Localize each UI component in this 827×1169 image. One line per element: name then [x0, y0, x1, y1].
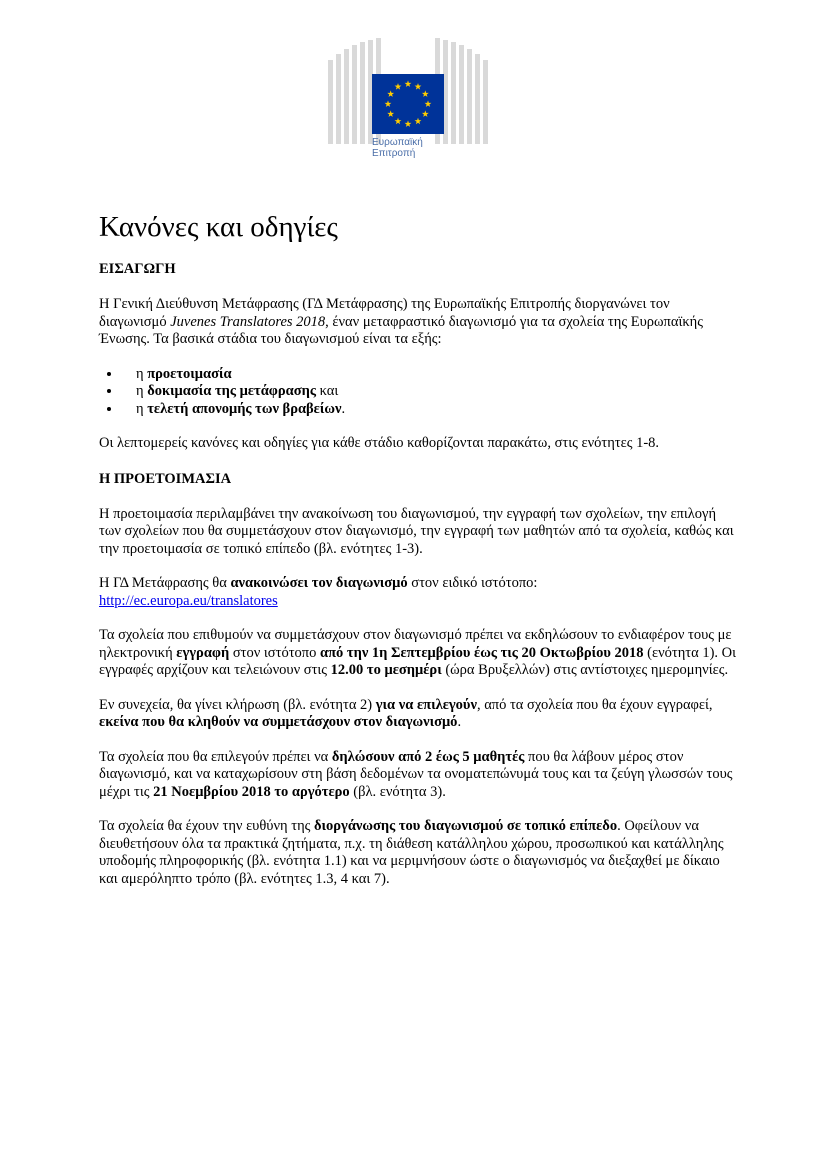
competition-name: Juvenes Translatores 2018 [170, 313, 326, 330]
text: Η Γενική Διεύθυνση Μετάφρασης (ΓΔ Μετάφρασης) της Ευρωπαϊκής Επιτροπής διοργανώνει τον διαγωνισμό [99, 296, 670, 330]
list-item [122, 401, 739, 419]
page-title: Κανόνες και οδηγίες [99, 211, 338, 243]
prep-paragraph-3 [99, 627, 739, 680]
text: Τα σχολεία θα έχουν την ευθύνη της [99, 818, 315, 834]
text: . [457, 714, 462, 730]
text: στον ιστότοπο [229, 644, 320, 661]
prep-paragraph-6 [99, 818, 739, 888]
text: , έναν μεταφραστικό διαγωνισμό για τα σχολεία της Ευρωπαϊκής Ένωσης. Τα βασικά στάδια του διαγωνισμού είναι τα εξής: [99, 313, 703, 347]
text: Τα σχολεία που θα επιλεγούν πρέπει να [99, 748, 332, 765]
text: (ώρα Βρυξελλών) στις αντίστοιχες ημερομηνίες. [441, 662, 729, 678]
text: 12.00 το μεσημέρι [330, 662, 442, 678]
list-item [122, 383, 739, 401]
prep-paragraph-5 [99, 749, 739, 802]
logo-text-line2: Επιτροπή [372, 148, 416, 159]
prep-paragraph-1: Η προετοιμασία περιλαμβάνει την ανακοίνωση του διαγωνισμού, την εγγραφή των σχολείων, την επιλογή των σχολείων που θα συμμετάσχουν στον διαγωνισμό, την εγγραφή των μαθητών από τα σχολεία, καθώς και την προετοιμασία σε τοπικό επίπεδο (βλ. ενότητες 1-3). [99, 505, 734, 557]
text: η [136, 365, 148, 382]
text: που θα λάβουν μέρος στον διαγωνισμό, και να καταχωρίσουν στη βάση δεδομένων τα ονοματεπώνυμά τους και τα ζεύγη γλωσσών τους μέχρι τις [99, 748, 733, 800]
text: στον ειδικό ιστότοπο: [407, 575, 538, 591]
text: για να επιλεγούν [375, 696, 477, 713]
text: (βλ. ενότητα 3). [349, 783, 446, 800]
logo-text [372, 137, 423, 159]
text: Η ΓΔ Μετάφρασης θα [99, 575, 231, 591]
text: (ενότητα 1). Οι εγγραφές αρχίζουν και τελειώνουν στις [99, 644, 737, 678]
text: . [341, 400, 346, 417]
text: 21 Νοεμβρίου 2018 το αργότερο [153, 783, 350, 800]
section-heading-intro: ΕΙΣΑΓΩΓΗ [99, 261, 176, 277]
text: δηλώσουν από 2 έως 5 μαθητές [331, 748, 525, 765]
document-body [99, 210, 739, 905]
text: Εν συνεχεία, θα γίνει κλήρωση (βλ. ενότητα 2) [99, 696, 376, 713]
intro-paragraph-2: Οι λεπτομερείς κανόνες και οδηγίες για κάθε στάδιο καθορίζονται παρακάτω, στις ενότητες 1-8. [99, 435, 660, 451]
intro-paragraph-1 [99, 296, 739, 349]
text: η [136, 383, 148, 399]
text: η [136, 400, 148, 417]
logo-text-line1: Ευρωπαϊκή [372, 137, 423, 148]
text: τελετή απονομής των βραβείων [147, 400, 342, 417]
text: εγγραφή [176, 644, 230, 661]
text: εκείνα που θα κληθούν να συμμετάσχουν στον διαγωνισμό [99, 714, 458, 730]
section-heading-preparation: Η ΠΡΟΕΤΟΙΜΑΣΙΑ [99, 470, 232, 487]
translatores-link[interactable]: http://ec.europa.eu/translatores [99, 592, 278, 609]
prep-paragraph-2 [99, 575, 739, 610]
text: από την 1η Σεπτεμβρίου έως τις 20 Οκτωβρίου 2018 [319, 644, 644, 661]
text: Τα σχολεία που επιθυμούν να συμμετάσχουν στον διαγωνισμό πρέπει να εκδηλώσουν το ενδιαφέρον τους με ηλεκτρονική [99, 627, 732, 661]
stages-list [99, 366, 739, 419]
text: , από τα σχολεία που θα έχουν εγγραφεί, [476, 696, 713, 713]
text: και [315, 383, 339, 399]
text: ανακοινώσει τον διαγωνισμό [230, 575, 408, 591]
text: . Οφείλουν να διευθετήσουν όλα τα πρακτικά ζητήματα, π.χ. τη διάθεση κατάλληλου χώρου, προσωπικού και κατάλληλης υποδομής πληροφορικής (βλ. ενότητα 1.1) και να μεριμνήσουν ώστε ο διαγωνισμός να διεξαχθεί με δίκαιο και αμερόληπτο τρόπο (βλ. ενότητες 1.3, 4 και 7). [99, 818, 724, 887]
text: προετοιμασία [147, 365, 232, 382]
text: δοκιμασία της μετάφρασης [147, 383, 316, 399]
list-item [122, 366, 739, 384]
prep-paragraph-4 [99, 697, 739, 732]
text: διοργάνωσης του διαγωνισμού σε τοπικό επίπεδο [314, 818, 618, 834]
